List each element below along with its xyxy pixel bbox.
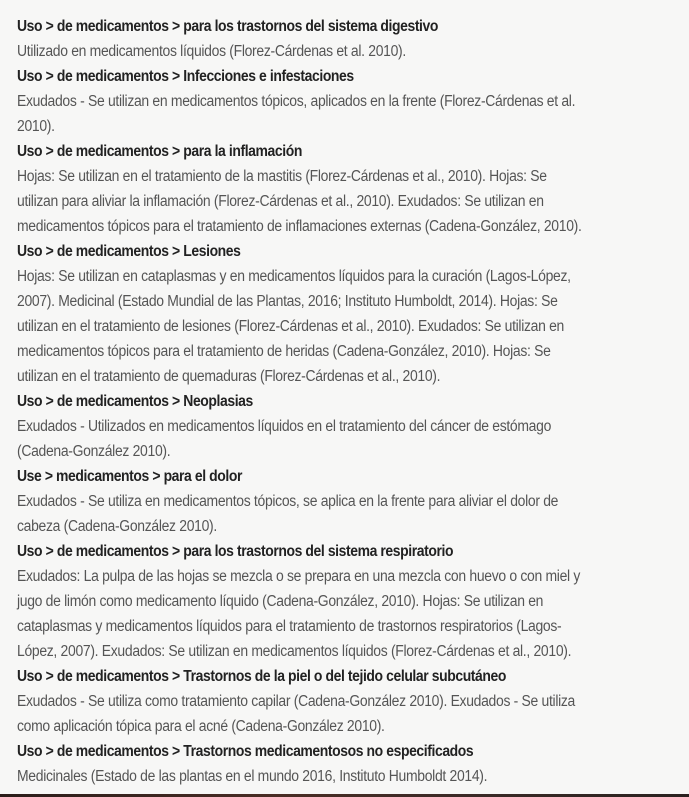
use-description-line (17, 439, 689, 464)
use-description-text: Exudados - Se utiliza en medicamentos tópicos, se aplica en la frente para aliviar el dolor de (17, 493, 559, 510)
use-description-line (17, 414, 689, 439)
use-heading (17, 64, 689, 89)
use-description-line (17, 214, 689, 239)
use-description-line (17, 514, 689, 539)
use-description-text: jugo de limón como medicamento líquido (Cadena-González, 2010). Hojas: Se utilizan en (17, 593, 544, 610)
use-description-text: utilizan en el tratamiento de quemaduras (Florez-Cárdenas et al., 2010). (17, 368, 441, 385)
use-heading (17, 14, 689, 39)
use-section-digestive (17, 14, 689, 64)
use-heading (17, 239, 689, 264)
use-description-line (17, 589, 689, 614)
use-description-line (17, 714, 689, 739)
use-heading-text: Uso > de medicamentos > Trastornos de la piel o del tejido celular subcutáneo (17, 668, 506, 685)
use-description-text: Medicinales (Estado de las plantas en el mundo 2016, Instituto Humboldt 2014). (17, 768, 488, 785)
use-description-line (17, 314, 689, 339)
use-description-line (17, 564, 689, 589)
use-description-line (17, 489, 689, 514)
use-description-text: 2010). (17, 118, 55, 135)
use-description-line (17, 264, 689, 289)
use-description-line (17, 364, 689, 389)
use-description-text: utilizan para aliviar la inflamación (Florez-Cárdenas et al., 2010). Exudados: Se utilizan en (17, 193, 544, 210)
use-description-text: Utilizado en medicamentos líquidos (Florez-Cárdenas et al. 2010). (17, 43, 406, 60)
use-heading-text: Use > medicamentos > para el dolor (17, 468, 243, 485)
use-description-line (17, 289, 689, 314)
use-description-text: López, 2007). Exudados: Se utilizan en medicamentos líquidos (Florez-Cárdenas et al., 2010). (17, 643, 572, 660)
use-heading-text: Uso > de medicamentos > para la inflamación (17, 143, 302, 160)
use-description-line (17, 339, 689, 364)
use-section-neoplasms (17, 389, 689, 464)
use-heading (17, 464, 689, 489)
use-section-unspecified (17, 739, 689, 789)
use-description-text: medicamentos tópicos para el tratamiento de heridas (Cadena-González, 2010). Hojas: Se (17, 343, 551, 360)
use-heading (17, 739, 689, 764)
use-description-line (17, 764, 689, 789)
use-description-text: cabeza (Cadena-González 2010). (17, 518, 217, 535)
use-description-text: cataplasmas y medicamentos líquidos para el tratamiento de trastornos respiratorios (Lagos- (17, 618, 562, 635)
use-heading (17, 389, 689, 414)
use-heading (17, 664, 689, 689)
use-description-line (17, 39, 689, 64)
use-heading-text: Uso > de medicamentos > Trastornos medicamentosos no especificados (17, 743, 474, 760)
use-section-pain (17, 464, 689, 539)
use-description-text: (Cadena-González 2010). (17, 443, 171, 460)
use-description-text: Exudados - Utilizados en medicamentos líquidos en el tratamiento del cáncer de estómago (17, 418, 552, 435)
use-description-line (17, 164, 689, 189)
use-description-line (17, 614, 689, 639)
use-description-text: Exudados - Se utiliza como tratamiento capilar (Cadena-González 2010). Exudados - Se utiliza (17, 693, 576, 710)
use-description-text: 2007). Medicinal (Estado Mundial de las Plantas, 2016; Instituto Humboldt, 2014). Hojas: Se (17, 293, 558, 310)
medicinal-uses-list (17, 14, 689, 789)
use-description-line (17, 639, 689, 664)
use-description-line (17, 89, 689, 114)
use-heading-text: Uso > de medicamentos > para los trastornos del sistema digestivo (17, 18, 439, 35)
use-description-text: Hojas: Se utilizan en cataplasmas y en medicamentos líquidos para la curación (Lagos-López, (17, 268, 571, 285)
use-section-injuries (17, 239, 689, 389)
use-section-respiratory (17, 539, 689, 664)
use-description-line (17, 689, 689, 714)
use-description-text: como aplicación tópica para el acné (Cadena-González 2010). (17, 718, 385, 735)
use-section-infections (17, 64, 689, 139)
use-heading (17, 139, 689, 164)
use-heading-text: Uso > de medicamentos > Lesiones (17, 243, 241, 260)
use-description-text: Hojas: Se utilizan en el tratamiento de la mastitis (Florez-Cárdenas et al., 2010). Hojas: Se (17, 168, 547, 185)
use-heading-text: Uso > de medicamentos > Infecciones e infestaciones (17, 68, 354, 85)
use-description-line (17, 114, 689, 139)
use-heading-text: Uso > de medicamentos > Neoplasias (17, 393, 253, 410)
use-heading-text: Uso > de medicamentos > para los trastornos del sistema respiratorio (17, 543, 454, 560)
use-heading (17, 539, 689, 564)
use-section-inflammation (17, 139, 689, 239)
use-description-text: Exudados: La pulpa de las hojas se mezcla o se prepara en una mezcla con huevo o con miel y (17, 568, 581, 585)
use-description-text: Exudados - Se utilizan en medicamentos tópicos, aplicados en la frente (Florez-Cárdenas et al. (17, 93, 576, 110)
use-description-line (17, 189, 689, 214)
use-description-text: utilizan en el tratamiento de lesiones (Florez-Cárdenas et al., 2010). Exudados: Se utilizan en (17, 318, 565, 335)
use-description-text: medicamentos tópicos para el tratamiento de inflamaciones externas (Cadena-González, 2010). (17, 218, 582, 235)
use-section-skin (17, 664, 689, 739)
